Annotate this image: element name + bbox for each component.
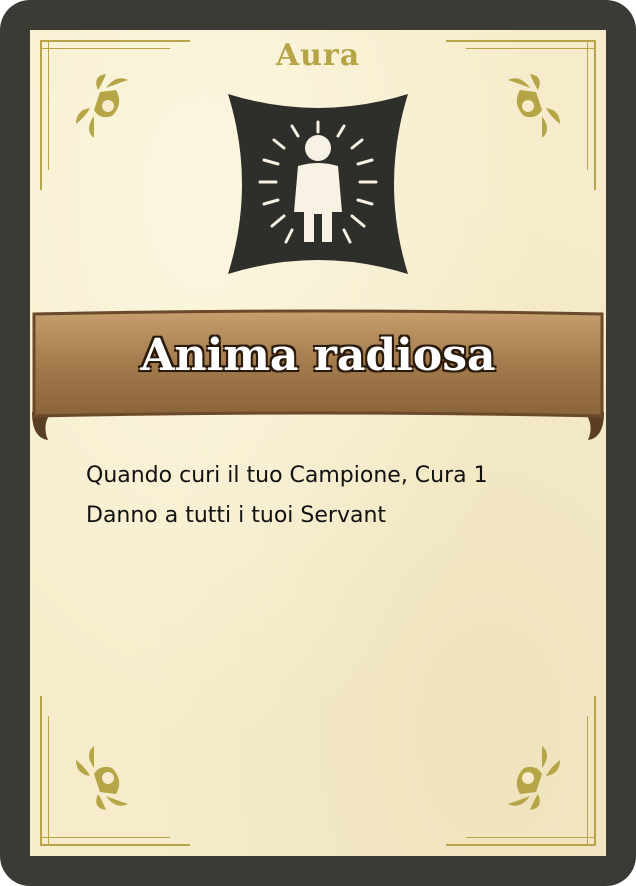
card-type: Aura (275, 38, 361, 73)
laurel-bell-icon (72, 70, 142, 140)
radiant-figure-icon (226, 92, 410, 276)
frame-line-bottom-right (446, 844, 596, 846)
card-text-line: Quando curi il tuo Campione, Cura 1 (86, 463, 488, 488)
frame-line-left-bottom-inner (48, 716, 49, 846)
frame-line-left-bottom (40, 696, 42, 846)
card-name: Anima radiosa (140, 330, 496, 381)
laurel-bell-icon (494, 70, 564, 140)
frame-line-right-bottom (594, 696, 596, 846)
laurel-bell-icon (72, 744, 142, 814)
laurel-bell-icon (494, 744, 564, 814)
frame-line-bottom-left-inner (40, 837, 170, 838)
frame-line-bottom-right-inner (466, 837, 596, 838)
frame-line-bottom-left (40, 844, 190, 846)
frame-line-right-bottom-inner (587, 716, 588, 846)
card-rules-text (86, 456, 556, 536)
card-text-line: Danno a tutti i tuoi Servant (86, 503, 387, 528)
